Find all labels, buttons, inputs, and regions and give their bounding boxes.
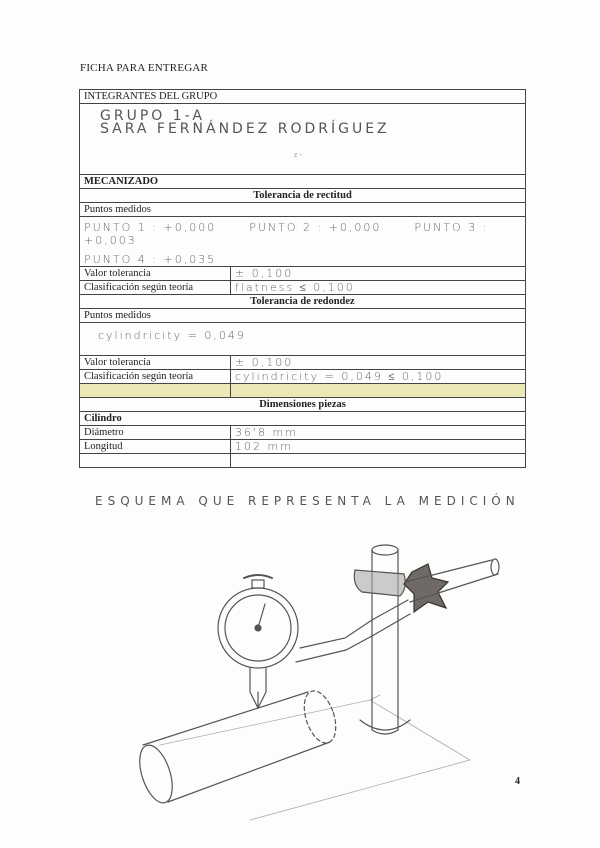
rectitud-point-1: PUNTO 1 : +0,000 <box>84 221 217 234</box>
rectitud-clasif-label: Clasificación según teoría <box>80 281 231 295</box>
group-label: INTEGRANTES DEL GRUPO <box>80 90 526 104</box>
page-heading: FICHA PARA ENTREGAR <box>80 62 209 74</box>
redondez-clasif-label: Clasificación según teoría <box>80 370 231 384</box>
clamp-knob <box>404 564 448 612</box>
longitud-value: 102 mm <box>231 440 526 454</box>
rectitud-valor: ± 0,100 <box>231 267 526 281</box>
redondez-measure: cylindricity = 0,049 <box>98 329 246 342</box>
group-line-2: SARA FERNÁNDEZ RODRÍGUEZ <box>100 121 390 137</box>
rectitud-point-3: PUNTO 3 : +0,003 <box>84 221 489 247</box>
measurement-sketch <box>0 520 600 840</box>
redondez-valor: ± 0,100 <box>231 356 526 370</box>
page-number: 4 <box>515 776 520 787</box>
clamp-block <box>354 570 405 596</box>
diametro-value: 36'8 mm <box>231 426 526 440</box>
group-mark: z - <box>294 150 303 159</box>
highlight-row <box>80 384 526 398</box>
longitud-label: Longitud <box>80 440 231 454</box>
redondez-title: Tolerancia de redondez <box>80 295 526 309</box>
dimensiones-title: Dimensiones piezas <box>80 398 526 412</box>
report-table <box>79 89 526 468</box>
redondez-clasif: cylindricity = 0,049 ≤ 0,100 <box>231 370 526 384</box>
redondez-points-label: Puntos medidos <box>80 309 526 323</box>
redondez-points-cell <box>80 323 526 356</box>
redondez-valor-label: Valor tolerancia <box>80 356 231 370</box>
group-line-1: GRUPO 1-A <box>100 108 205 124</box>
rectitud-point-2: PUNTO 2 : +0,000 <box>249 221 382 234</box>
indicator-arm <box>296 600 410 662</box>
rectitud-clasif: flatness ≤ 0,100 <box>231 281 526 295</box>
rectitud-point-4: PUNTO 4 : +0,035 <box>84 253 217 266</box>
sketch-title: ESQUEMA QUE REPRESENTA LA MEDICIÓN <box>95 494 520 508</box>
cilindro-label: Cilindro <box>80 412 526 426</box>
group-members-cell <box>80 104 526 175</box>
cylinder-workpiece <box>133 687 341 807</box>
rectitud-points-cell <box>80 217 526 267</box>
diametro-label: Diámetro <box>80 426 231 440</box>
rectitud-points-label: Puntos medidos <box>80 203 526 217</box>
empty-row <box>80 454 231 468</box>
base-plate <box>160 695 470 820</box>
rectitud-title: Tolerancia de rectitud <box>80 189 526 203</box>
dial-indicator <box>218 575 298 708</box>
rectitud-valor-label: Valor tolerancia <box>80 267 231 281</box>
section-mecanizado: MECANIZADO <box>80 175 526 189</box>
